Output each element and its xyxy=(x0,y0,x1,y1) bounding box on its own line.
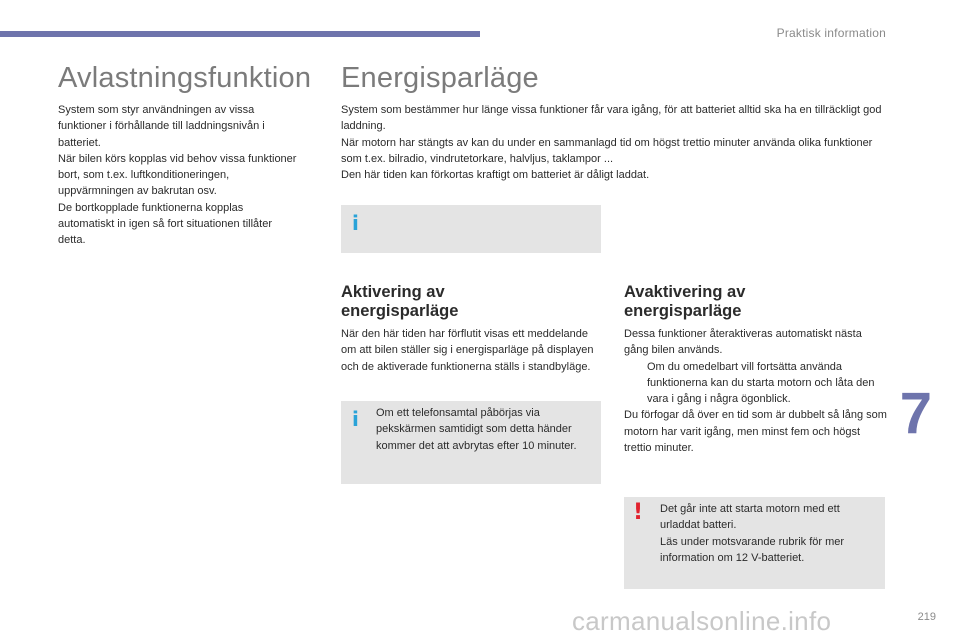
energisparlage-paragraph: Den här tiden kan förkortas kraftigt om batteriet är dåligt laddat. xyxy=(341,169,650,182)
avlastning-paragraph: System som styr användningen av vissa funktioner i förhållande till laddningsnivån i batteriet. xyxy=(58,104,265,149)
info-telefonsamtal-text: Om ett telefonsamtal påbörjas via pekskärmen samtidigt som detta händer kommer det att avbrytas efter 10 minuter. xyxy=(376,407,577,452)
page-number: 219 xyxy=(917,611,936,623)
avaktivering-bullet xyxy=(624,359,888,408)
info-box-empty xyxy=(341,205,601,253)
bullet-arrow-icon xyxy=(624,359,647,408)
warning-paragraph: Läs under motsvarande rubrik för mer information om 12 V-batteriet. xyxy=(660,535,845,564)
warning-text xyxy=(660,501,872,566)
avaktivering-outro: Du förfogar då över en tid som är dubbelt så lång som motorn har varit igång, men minst fem och högst trettio minuter. xyxy=(624,409,887,455)
aktivering-heading-line: energisparläge xyxy=(341,302,459,320)
avaktivering-heading xyxy=(624,283,745,321)
energisparlage-paragraph: System som bestämmer hur länge vissa funktioner får vara igång, för att batteriet alltid ska ha en tillräckligt god laddning. xyxy=(341,104,882,133)
avlastning-paragraph: De bortkopplade funktionerna kopplas automatiskt in igen så fort situationen tillåter detta. xyxy=(58,201,273,247)
avaktivering-bullet-text: Om du omedelbart vill fortsätta använda funktionerna kan du starta motorn och låta den vara i gång i några ögonblick. xyxy=(647,360,875,406)
avaktivering-heading-line: Avaktivering av xyxy=(624,283,746,301)
warning-icon: ! xyxy=(633,500,644,525)
avaktivering-heading-line: energisparläge xyxy=(624,302,742,320)
avlastning-paragraph: När bilen körs kopplas vid behov vissa funktioner bort, som t.ex. luftkonditioneringen, uppvärmningen av bakrutan osv. xyxy=(58,152,297,198)
aktivering-heading xyxy=(341,283,458,321)
warning-box xyxy=(624,497,885,589)
energisparlage-paragraph: När motorn har stängts av kan du under en sammanlagd tid om högst trettio minuter använda olika funktioner som t.ex. bilradio, vindrutetorkare, halvljus, taklampor ... xyxy=(341,136,873,165)
chapter-number: 7 xyxy=(899,381,932,446)
section-header: Praktisk information xyxy=(776,26,886,40)
warning-paragraph: Det går inte att starta motorn med ett urladdat batteri. xyxy=(660,503,840,532)
energisparlage-text xyxy=(341,102,891,183)
avaktivering-text xyxy=(624,326,888,456)
info-icon: i xyxy=(352,211,359,235)
info-icon: i xyxy=(352,407,359,431)
aktivering-text: När den här tiden har förflutit visas ett meddelande om att bilen ställer sig i energisparläge på displayen och de aktiverade funktionerna ställs i standbyläge. xyxy=(341,328,594,373)
watermark: carmanualsonline.info xyxy=(572,606,832,636)
info-box-telefonsamtal xyxy=(341,401,601,484)
aktivering-heading-line: Aktivering av xyxy=(341,283,445,301)
avlastning-text xyxy=(58,102,298,249)
avlastning-title: Avlastningsfunktion xyxy=(58,62,312,94)
avaktivering-intro: Dessa funktioner återaktiveras automatiskt nästa gång bilen används. xyxy=(624,328,862,357)
top-accent-bar xyxy=(0,31,480,37)
energisparlage-title: Energisparläge xyxy=(341,62,539,94)
